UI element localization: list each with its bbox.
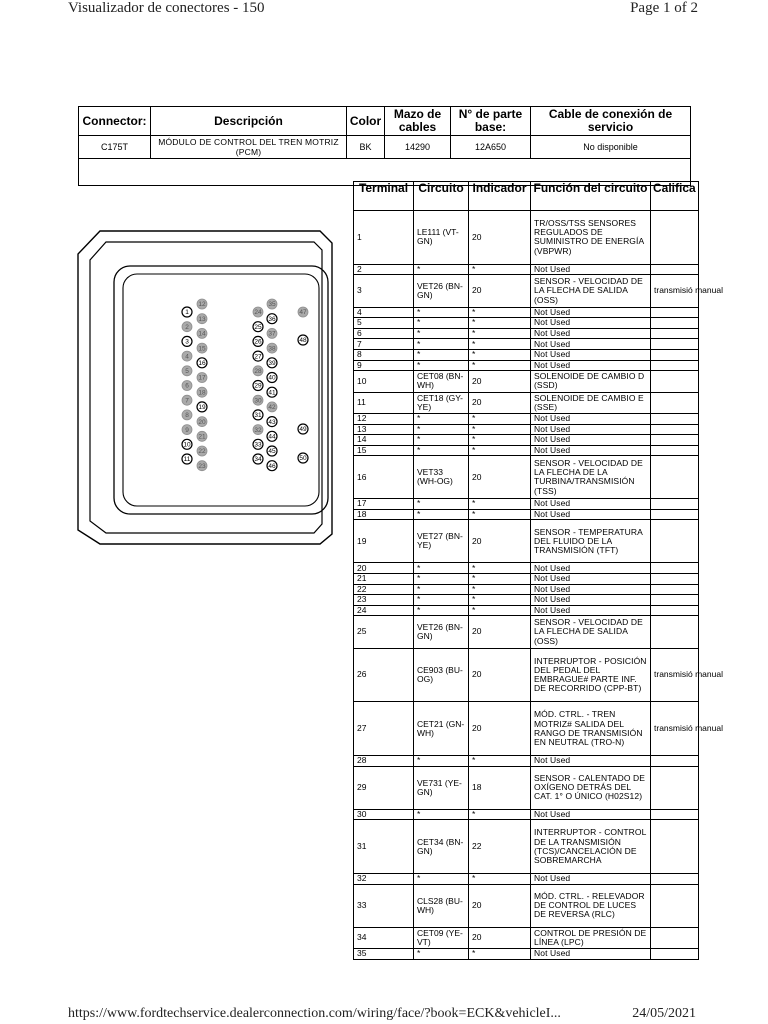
terminal-row [354, 605, 699, 616]
pin-46-label: 46 [268, 462, 276, 470]
pin-14-label: 14 [198, 330, 206, 338]
pin-28-label: 28 [254, 368, 262, 375]
terminal-number: 23 [354, 595, 414, 606]
qualifier [651, 584, 699, 595]
pin-7-label: 7 [185, 397, 189, 405]
terminal-row [354, 328, 699, 339]
wire-gauge: 20 [469, 392, 531, 413]
connector-table-header [79, 107, 691, 136]
terminal-number: 6 [354, 328, 414, 339]
terminal-number: 1 [354, 211, 414, 265]
connector-base-part: 12A650 [451, 136, 531, 159]
qualifier [651, 766, 699, 809]
circuit-code: LE111 (VT-GN) [414, 211, 469, 265]
terminal-row [354, 349, 699, 360]
circuit-function: INTERRUPTOR - CONTROL DE LA TRANSMISIÓN (TCS)/CANCELACIÓN DE SOBREMARCHA [531, 820, 651, 874]
circuit-code: * [414, 756, 469, 767]
qualifier [651, 949, 699, 960]
pin-39-label: 39 [268, 360, 276, 367]
circuit-function: Not Used [531, 413, 651, 424]
pin-48-label: 48 [299, 337, 307, 345]
circuit-code: * [414, 435, 469, 446]
terminal-row [354, 456, 699, 499]
connector-harness: 14290 [385, 136, 451, 159]
circuit-function: TR/OSS/TSS SENSORES REGULADOS DE SUMINISTRO DE ENERGÍA (VBPWR) [531, 211, 651, 265]
terminal-row [354, 445, 699, 456]
circuit-function: Not Used [531, 605, 651, 616]
circuit-function: SENSOR - VELOCIDAD DE LA FLECHA DE SALIDA (OSS) [531, 275, 651, 307]
terminal-row [354, 424, 699, 435]
pin-11-label: 11 [183, 456, 191, 464]
pin-40-label: 40 [268, 374, 276, 382]
qualifier [651, 360, 699, 371]
terminal-row [354, 756, 699, 767]
qualifier [651, 809, 699, 820]
terminal-row [354, 371, 699, 392]
qualifier [651, 424, 699, 435]
terminal-number: 13 [354, 424, 414, 435]
pin-23-label: 23 [198, 462, 206, 470]
terminal-row [354, 264, 699, 275]
terminal-number: 10 [354, 371, 414, 392]
wire-gauge: * [469, 413, 531, 424]
col-indicador: Indicador [469, 182, 531, 211]
connector-cavity-outline [123, 274, 319, 506]
circuit-code: CET08 (BN-WH) [414, 371, 469, 392]
terminal-row [354, 874, 699, 885]
col-parte-base: N° de parte base: [451, 107, 531, 136]
terminal-row [354, 584, 699, 595]
circuit-function: Not Used [531, 424, 651, 435]
circuit-function: Not Used [531, 563, 651, 574]
circuit-function: SENSOR - VELOCIDAD DE LA FLECHA DE LA TURBINA/TRANSMISIÓN (TSS) [531, 456, 651, 499]
wire-gauge: * [469, 360, 531, 371]
circuit-code: * [414, 307, 469, 318]
pin-6-label: 6 [185, 382, 189, 390]
wire-gauge: 20 [469, 884, 531, 927]
terminal-number: 33 [354, 884, 414, 927]
pin-45-label: 45 [268, 448, 276, 456]
terminal-number: 20 [354, 563, 414, 574]
circuit-function: Not Used [531, 874, 651, 885]
qualifier [651, 318, 699, 329]
circuit-code: * [414, 445, 469, 456]
qualifier [651, 874, 699, 885]
wire-gauge: 20 [469, 616, 531, 648]
pin-41-label: 41 [268, 389, 276, 397]
terminal-row [354, 809, 699, 820]
circuit-code: * [414, 328, 469, 339]
circuit-function: Not Used [531, 595, 651, 606]
wire-gauge: 20 [469, 520, 531, 563]
terminal-row [354, 949, 699, 960]
terminal-row [354, 766, 699, 809]
terminal-number: 32 [354, 874, 414, 885]
pin-34-label: 34 [254, 456, 262, 464]
terminal-number: 15 [354, 445, 414, 456]
col-color: Color [347, 107, 385, 136]
wire-gauge: * [469, 328, 531, 339]
terminal-number: 7 [354, 339, 414, 350]
qualifier [651, 435, 699, 446]
terminal-number: 3 [354, 275, 414, 307]
circuit-code: VE731 (YE-GN) [414, 766, 469, 809]
connector-table-row [79, 136, 691, 159]
terminal-number: 22 [354, 584, 414, 595]
qualifier [651, 756, 699, 767]
circuit-function: Not Used [531, 318, 651, 329]
terminal-row [354, 435, 699, 446]
terminal-number: 19 [354, 520, 414, 563]
wire-gauge: * [469, 445, 531, 456]
wire-gauge: 20 [469, 648, 531, 702]
qualifier [651, 456, 699, 499]
pin-15-label: 15 [198, 345, 206, 353]
pin-49-label: 49 [299, 426, 307, 434]
circuit-function: Not Used [531, 809, 651, 820]
terminal-number: 12 [354, 413, 414, 424]
circuit-code: VET26 (BN-GN) [414, 616, 469, 648]
circuit-code: * [414, 349, 469, 360]
circuit-function: Not Used [531, 264, 651, 275]
terminal-number: 16 [354, 456, 414, 499]
pin-13-label: 13 [198, 315, 206, 323]
wire-gauge: * [469, 949, 531, 960]
pin-50-label: 50 [299, 455, 307, 463]
circuit-function: Not Used [531, 435, 651, 446]
col-connector: Connector: [79, 107, 151, 136]
terminal-number: 14 [354, 435, 414, 446]
qualifier [651, 307, 699, 318]
pin-42-label: 42 [268, 404, 276, 412]
qualifier [651, 574, 699, 585]
pin-44-label: 44 [268, 433, 276, 441]
pin-25-label: 25 [254, 323, 262, 331]
qualifier [651, 884, 699, 927]
circuit-code: * [414, 509, 469, 520]
circuit-function: MÓD. CTRL. - TREN MOTRIZ# SALIDA DEL RANGO DE TRANSMISIÓN EN NEUTRAL (TRO-N) [531, 702, 651, 756]
circuit-function: Not Used [531, 949, 651, 960]
col-funcion: Función del circuito [531, 182, 651, 211]
circuit-code: VET33 (WH-OG) [414, 456, 469, 499]
wire-gauge: 22 [469, 820, 531, 874]
circuit-function: Not Used [531, 349, 651, 360]
terminal-row [354, 574, 699, 585]
terminal-number: 21 [354, 574, 414, 585]
circuit-code: * [414, 318, 469, 329]
pin-10-label: 10 [183, 441, 191, 449]
circuit-code: CLS28 (BU-WH) [414, 884, 469, 927]
circuit-function: Not Used [531, 499, 651, 510]
terminal-row [354, 307, 699, 318]
terminal-table [353, 181, 723, 960]
terminal-row [354, 702, 699, 756]
qualifier [651, 595, 699, 606]
pin-19-label: 19 [198, 404, 206, 412]
pin-5-label: 5 [185, 368, 189, 375]
connector-face-diagram [70, 226, 350, 551]
circuit-function: Not Used [531, 328, 651, 339]
wire-gauge: 20 [469, 456, 531, 499]
circuit-code: * [414, 264, 469, 275]
terminal-number: 4 [354, 307, 414, 318]
col-descripcion: Descripción [151, 107, 347, 136]
footer-date: 24/05/2021 [632, 1006, 696, 1021]
pin-21-label: 21 [198, 433, 206, 441]
terminal-number: 30 [354, 809, 414, 820]
circuit-function: MÓD. CTRL. - RELEVADOR DE CONTROL DE LUCES DE REVERSA (RLC) [531, 884, 651, 927]
footer-url: https://www.fordtechservice.dealerconnection.com/wiring/face/?book=ECK&vehicleI... [68, 1006, 561, 1021]
terminal-row [354, 413, 699, 424]
terminal-row [354, 499, 699, 510]
wire-gauge: 20 [469, 702, 531, 756]
qualifier [651, 371, 699, 392]
wire-gauge: * [469, 595, 531, 606]
pin-29-label: 29 [254, 382, 262, 390]
housing-outer-outline [78, 231, 332, 544]
pin-35-label: 35 [268, 301, 276, 309]
qualifier [651, 328, 699, 339]
terminal-number: 11 [354, 392, 414, 413]
terminal-row [354, 616, 699, 648]
connector-service-pigtail: No disponible [531, 136, 691, 159]
terminal-row [354, 520, 699, 563]
terminal-table-body [354, 211, 723, 960]
col-califica: Califica [651, 182, 699, 211]
terminal-row [354, 884, 699, 927]
col-circuito: Circuito [414, 182, 469, 211]
terminal-row [354, 318, 699, 329]
wire-gauge: 20 [469, 275, 531, 307]
pin-24-label: 24 [254, 309, 262, 317]
terminal-number: 26 [354, 648, 414, 702]
terminal-number: 2 [354, 264, 414, 275]
qualifier [651, 349, 699, 360]
terminal-row [354, 392, 699, 413]
terminal-number: 25 [354, 616, 414, 648]
col-mazo: Mazo de cables [385, 107, 451, 136]
wire-gauge: * [469, 809, 531, 820]
pin-12-label: 12 [198, 301, 206, 309]
circuit-code: * [414, 413, 469, 424]
terminal-row [354, 820, 699, 874]
circuit-function: SENSOR - VELOCIDAD DE LA FLECHA DE SALIDA (OSS) [531, 616, 651, 648]
qualifier [651, 605, 699, 616]
wire-gauge: * [469, 435, 531, 446]
terminal-number: 9 [354, 360, 414, 371]
circuit-code: CET18 (GY-YE) [414, 392, 469, 413]
circuit-function: Not Used [531, 339, 651, 350]
wire-gauge: 20 [469, 211, 531, 265]
terminal-row [354, 927, 699, 948]
terminal-table-header [354, 182, 699, 211]
housing-inner-outline [90, 242, 322, 533]
qualifier [651, 392, 699, 413]
circuit-function: SENSOR - TEMPERATURA DEL FLUIDO DE LA TRANSMISIÓN (TFT) [531, 520, 651, 563]
circuit-function: Not Used [531, 360, 651, 371]
pin-3-label: 3 [185, 338, 189, 346]
pin-20-label: 20 [198, 418, 206, 426]
pin-47-label: 47 [299, 309, 307, 317]
pin-26-label: 26 [254, 338, 262, 346]
circuit-code: CET34 (BN-GN) [414, 820, 469, 874]
circuit-code: * [414, 339, 469, 350]
terminal-row [354, 339, 699, 350]
pin-17-label: 17 [198, 374, 206, 382]
circuit-code: * [414, 809, 469, 820]
qualifier: transmisió manual [651, 702, 699, 756]
circuit-code: * [414, 584, 469, 595]
circuit-function: Not Used [531, 445, 651, 456]
wire-gauge: * [469, 499, 531, 510]
pin-27-label: 27 [254, 353, 262, 361]
circuit-code: * [414, 605, 469, 616]
terminal-number: 31 [354, 820, 414, 874]
pin-2-label: 2 [185, 323, 189, 331]
wire-gauge: * [469, 605, 531, 616]
circuit-function: Not Used [531, 509, 651, 520]
circuit-function: CONTROL DE PRESIÓN DE LÍNEA (LPC) [531, 927, 651, 948]
connector-color: BK [347, 136, 385, 159]
pin-38-label: 38 [268, 345, 276, 353]
circuit-code: VET26 (BN-GN) [414, 275, 469, 307]
circuit-code: * [414, 424, 469, 435]
qualifier [651, 264, 699, 275]
col-terminal: Terminal [354, 182, 414, 211]
qualifier [651, 445, 699, 456]
terminal-row [354, 275, 699, 307]
qualifier [651, 413, 699, 424]
terminal-row [354, 509, 699, 520]
pin-30-label: 30 [254, 397, 262, 405]
circuit-code: * [414, 574, 469, 585]
wire-gauge: 20 [469, 927, 531, 948]
terminal-number: 8 [354, 349, 414, 360]
pin-4-label: 4 [185, 353, 189, 361]
pin-22-label: 22 [198, 448, 206, 456]
qualifier [651, 339, 699, 350]
header-page-number: Page 1 of 2 [630, 0, 698, 16]
qualifier [651, 211, 699, 265]
qualifier [651, 927, 699, 948]
wire-gauge: * [469, 584, 531, 595]
pin-31-label: 31 [254, 412, 262, 420]
col-cable-servicio: Cable de conexión de servicio [531, 107, 691, 136]
circuit-function: Not Used [531, 584, 651, 595]
terminal-number: 29 [354, 766, 414, 809]
pin-9-label: 9 [185, 426, 189, 434]
terminal-row [354, 648, 699, 702]
qualifier [651, 820, 699, 874]
connector-description: MÓDULO DE CONTROL DEL TREN MOTRIZ (PCM) [151, 136, 347, 159]
qualifier [651, 499, 699, 510]
wire-gauge: 18 [469, 766, 531, 809]
terminal-number: 24 [354, 605, 414, 616]
circuit-code: * [414, 874, 469, 885]
pin-18-label: 18 [198, 389, 206, 397]
circuit-code: CET09 (YE-VT) [414, 927, 469, 948]
circuit-function: SENSOR - CALENTADO DE OXÍGENO DETRÁS DEL CAT. 1° O ÚNICO (H02S12) [531, 766, 651, 809]
qualifier [651, 509, 699, 520]
terminal-row [354, 360, 699, 371]
terminal-number: 18 [354, 509, 414, 520]
terminal-row [354, 211, 699, 265]
circuit-function: Not Used [531, 574, 651, 585]
wire-gauge: * [469, 874, 531, 885]
wire-gauge: * [469, 307, 531, 318]
pin-37-label: 37 [268, 330, 276, 338]
wire-gauge: * [469, 563, 531, 574]
terminal-number: 28 [354, 756, 414, 767]
circuit-code: CET21 (GN-WH) [414, 702, 469, 756]
terminal-number: 27 [354, 702, 414, 756]
wire-gauge: * [469, 339, 531, 350]
circuit-function: SOLENOIDE DE CAMBIO E (SSE) [531, 392, 651, 413]
pin-1-label: 1 [185, 309, 189, 317]
circuit-code: * [414, 595, 469, 606]
terminal-row [354, 563, 699, 574]
connector-id: C175T [79, 136, 151, 159]
wire-gauge: * [469, 509, 531, 520]
wire-gauge: * [469, 424, 531, 435]
qualifier [651, 616, 699, 648]
circuit-function: Not Used [531, 307, 651, 318]
terminal-number: 17 [354, 499, 414, 510]
wire-gauge: * [469, 264, 531, 275]
pin-36-label: 36 [268, 315, 276, 323]
pin-33-label: 33 [254, 441, 262, 449]
circuit-function: Not Used [531, 756, 651, 767]
terminal-number: 35 [354, 949, 414, 960]
circuit-code: * [414, 563, 469, 574]
circuit-code: * [414, 949, 469, 960]
circuit-code: * [414, 360, 469, 371]
circuit-code: CE903 (BU-OG) [414, 648, 469, 702]
wire-gauge: * [469, 349, 531, 360]
pin-16-label: 16 [198, 360, 206, 367]
connector-face-outline [114, 266, 328, 514]
pin-8-label: 8 [185, 412, 189, 420]
terminal-row [354, 595, 699, 606]
circuit-code: VET27 (BN-YE) [414, 520, 469, 563]
wire-gauge: * [469, 318, 531, 329]
qualifier [651, 520, 699, 563]
qualifier: transmisió manual [651, 275, 699, 307]
wire-gauge: * [469, 574, 531, 585]
qualifier [651, 563, 699, 574]
circuit-function: INTERRUPTOR - POSICIÓN DEL PEDAL DEL EMBRAGUE# PARTE INF. DE RECORRIDO (CPP-BT) [531, 648, 651, 702]
terminal-number: 5 [354, 318, 414, 329]
qualifier: transmisió manual [651, 648, 699, 702]
pin-32-label: 32 [254, 426, 262, 434]
wire-gauge: 20 [469, 371, 531, 392]
circuit-code: * [414, 499, 469, 510]
pin-43-label: 43 [268, 418, 276, 426]
wire-gauge: * [469, 756, 531, 767]
circuit-function: SOLENOIDE DE CAMBIO D (SSD) [531, 371, 651, 392]
terminal-number: 34 [354, 927, 414, 948]
header-title: Visualizador de conectores - 150 [68, 0, 265, 16]
connector-table [78, 106, 691, 186]
